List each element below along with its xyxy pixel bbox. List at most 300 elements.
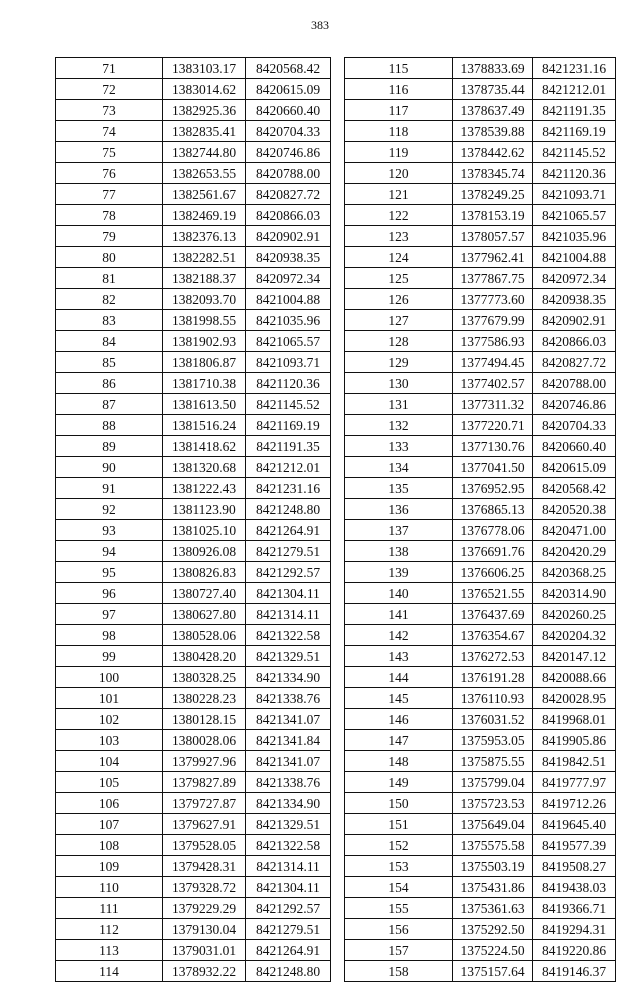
x-coordinate-cell: 1376691.76 [453,541,533,562]
x-coordinate-cell: 1382376.13 [163,226,246,247]
table-row [345,667,616,688]
point-number-cell: 90 [56,457,163,478]
x-coordinate-cell: 1381902.93 [163,331,246,352]
y-coordinate-cell: 8420568.42 [246,58,331,79]
point-number-cell: 120 [345,163,453,184]
y-coordinate-cell: 8421120.36 [533,163,616,184]
table-row [56,58,331,79]
point-number-cell: 95 [56,562,163,583]
table-row [345,772,616,793]
x-coordinate-cell: 1382744.80 [163,142,246,163]
y-coordinate-cell: 8421145.52 [533,142,616,163]
page-number: 383 [311,18,329,32]
point-number-cell: 148 [345,751,453,772]
x-coordinate-cell: 1379528.05 [163,835,246,856]
x-coordinate-cell: 1375224.50 [453,940,533,961]
y-coordinate-cell: 8420704.33 [246,121,331,142]
point-number-cell: 82 [56,289,163,310]
point-number-cell: 86 [56,373,163,394]
y-coordinate-cell: 8421065.57 [533,205,616,226]
y-coordinate-cell: 8421334.90 [246,793,331,814]
table-row [345,541,616,562]
table-row [345,646,616,667]
y-coordinate-cell: 8421145.52 [246,394,331,415]
table-row [56,835,331,856]
point-number-cell: 137 [345,520,453,541]
y-coordinate-cell: 8421314.11 [246,856,331,877]
y-coordinate-cell: 8420788.00 [246,163,331,184]
x-coordinate-cell: 1379031.01 [163,940,246,961]
table-row [345,352,616,373]
table-row [345,520,616,541]
y-coordinate-cell: 8421329.51 [246,814,331,835]
x-coordinate-cell: 1375361.63 [453,898,533,919]
x-coordinate-cell: 1375799.04 [453,772,533,793]
x-coordinate-cell: 1375649.04 [453,814,533,835]
x-coordinate-cell: 1381418.62 [163,436,246,457]
x-coordinate-cell: 1380528.06 [163,625,246,646]
x-coordinate-cell: 1382653.55 [163,163,246,184]
point-number-cell: 96 [56,583,163,604]
table-row [56,331,331,352]
table-row [345,898,616,919]
x-coordinate-cell: 1380328.25 [163,667,246,688]
y-coordinate-cell: 8420938.35 [533,289,616,310]
y-coordinate-cell: 8421120.36 [246,373,331,394]
y-coordinate-cell: 8421231.16 [246,478,331,499]
table-row [345,247,616,268]
x-coordinate-cell: 1376110.93 [453,688,533,709]
y-coordinate-cell: 8421169.19 [533,121,616,142]
x-coordinate-cell: 1375157.64 [453,961,533,982]
table-row [56,688,331,709]
y-coordinate-cell: 8419220.86 [533,940,616,961]
table-row [345,583,616,604]
y-coordinate-cell: 8421191.35 [246,436,331,457]
y-coordinate-cell: 8421338.76 [246,688,331,709]
x-coordinate-cell: 1382561.67 [163,184,246,205]
point-number-cell: 78 [56,205,163,226]
table-row [56,142,331,163]
table-row [56,352,331,373]
point-number-cell: 104 [56,751,163,772]
point-number-cell: 107 [56,814,163,835]
x-coordinate-cell: 1376778.06 [453,520,533,541]
x-coordinate-cell: 1378442.62 [453,142,533,163]
table-row [56,625,331,646]
table-row [345,835,616,856]
point-number-cell: 81 [56,268,163,289]
table-row [56,121,331,142]
point-number-cell: 103 [56,730,163,751]
y-coordinate-cell: 8420788.00 [533,373,616,394]
x-coordinate-cell: 1376354.67 [453,625,533,646]
point-number-cell: 143 [345,646,453,667]
y-coordinate-cell: 8421065.57 [246,331,331,352]
y-coordinate-cell: 8421035.96 [246,310,331,331]
x-coordinate-cell: 1375953.05 [453,730,533,751]
table-row [345,730,616,751]
point-number-cell: 77 [56,184,163,205]
y-coordinate-cell: 8421279.51 [246,919,331,940]
table-row [345,205,616,226]
x-coordinate-cell: 1381710.38 [163,373,246,394]
table-row [345,142,616,163]
point-number-cell: 157 [345,940,453,961]
point-number-cell: 139 [345,562,453,583]
x-coordinate-cell: 1375503.19 [453,856,533,877]
table-row [56,499,331,520]
point-number-cell: 110 [56,877,163,898]
table-row [345,121,616,142]
x-coordinate-cell: 1377773.60 [453,289,533,310]
point-number-cell: 140 [345,583,453,604]
table-row [345,457,616,478]
y-coordinate-cell: 8420260.25 [533,604,616,625]
table-row [345,58,616,79]
table-row [345,373,616,394]
point-number-cell: 150 [345,793,453,814]
coordinates-table-left [55,57,331,982]
x-coordinate-cell: 1382835.41 [163,121,246,142]
table-row [345,289,616,310]
table-row [56,205,331,226]
point-number-cell: 79 [56,226,163,247]
x-coordinate-cell: 1381222.43 [163,478,246,499]
point-number-cell: 145 [345,688,453,709]
x-coordinate-cell: 1382282.51 [163,247,246,268]
y-coordinate-cell: 8420660.40 [246,100,331,121]
x-coordinate-cell: 1381123.90 [163,499,246,520]
point-number-cell: 119 [345,142,453,163]
point-number-cell: 126 [345,289,453,310]
table-row [56,541,331,562]
x-coordinate-cell: 1382188.37 [163,268,246,289]
y-coordinate-cell: 8421004.88 [246,289,331,310]
table-row [345,100,616,121]
y-coordinate-cell: 8421341.84 [246,730,331,751]
x-coordinate-cell: 1383014.62 [163,79,246,100]
point-number-cell: 117 [345,100,453,121]
y-coordinate-cell: 8420827.72 [246,184,331,205]
x-coordinate-cell: 1377311.32 [453,394,533,415]
table-row [345,394,616,415]
table-row [56,877,331,898]
y-coordinate-cell: 8421341.07 [246,709,331,730]
point-number-cell: 129 [345,352,453,373]
table-row [56,856,331,877]
point-number-cell: 93 [56,520,163,541]
table-row [56,898,331,919]
table-row [56,436,331,457]
x-coordinate-cell: 1378539.88 [453,121,533,142]
point-number-cell: 113 [56,940,163,961]
x-coordinate-cell: 1377130.76 [453,436,533,457]
x-coordinate-cell: 1377402.57 [453,373,533,394]
x-coordinate-cell: 1380826.83 [163,562,246,583]
point-number-cell: 102 [56,709,163,730]
table-row [345,793,616,814]
point-number-cell: 83 [56,310,163,331]
table-row [56,940,331,961]
y-coordinate-cell: 8421169.19 [246,415,331,436]
point-number-cell: 138 [345,541,453,562]
x-coordinate-cell: 1379827.89 [163,772,246,793]
y-coordinate-cell: 8420568.42 [533,478,616,499]
table-row [345,877,616,898]
y-coordinate-cell: 8420866.03 [533,331,616,352]
y-coordinate-cell: 8421338.76 [246,772,331,793]
y-coordinate-cell: 8421334.90 [246,667,331,688]
y-coordinate-cell: 8421314.11 [246,604,331,625]
x-coordinate-cell: 1380926.08 [163,541,246,562]
table-row [56,604,331,625]
point-number-cell: 111 [56,898,163,919]
y-coordinate-cell: 8420615.09 [533,457,616,478]
x-coordinate-cell: 1381806.87 [163,352,246,373]
x-coordinate-cell: 1379727.87 [163,793,246,814]
x-coordinate-cell: 1377494.45 [453,352,533,373]
y-coordinate-cell: 8420746.86 [533,394,616,415]
table-row [56,163,331,184]
point-number-cell: 118 [345,121,453,142]
y-coordinate-cell: 8420827.72 [533,352,616,373]
x-coordinate-cell: 1375292.50 [453,919,533,940]
y-coordinate-cell: 8421231.16 [533,58,616,79]
point-number-cell: 116 [345,79,453,100]
x-coordinate-cell: 1376606.25 [453,562,533,583]
x-coordinate-cell: 1378345.74 [453,163,533,184]
x-coordinate-cell: 1378833.69 [453,58,533,79]
point-number-cell: 84 [56,331,163,352]
x-coordinate-cell: 1382469.19 [163,205,246,226]
y-coordinate-cell: 8421279.51 [246,541,331,562]
y-coordinate-cell: 8421322.58 [246,625,331,646]
x-coordinate-cell: 1382093.70 [163,289,246,310]
table-row [56,79,331,100]
y-coordinate-cell: 8421292.57 [246,562,331,583]
point-number-cell: 98 [56,625,163,646]
x-coordinate-cell: 1380028.06 [163,730,246,751]
y-coordinate-cell: 8420660.40 [533,436,616,457]
y-coordinate-cell: 8421304.11 [246,583,331,604]
y-coordinate-cell: 8420746.86 [246,142,331,163]
point-number-cell: 76 [56,163,163,184]
table-row [345,604,616,625]
x-coordinate-cell: 1376272.53 [453,646,533,667]
table-row [56,562,331,583]
y-coordinate-cell: 8421264.91 [246,940,331,961]
y-coordinate-cell: 8419366.71 [533,898,616,919]
table-row [345,919,616,940]
point-number-cell: 106 [56,793,163,814]
y-coordinate-cell: 8420314.90 [533,583,616,604]
y-coordinate-cell: 8421341.07 [246,751,331,772]
table-row [56,247,331,268]
point-number-cell: 149 [345,772,453,793]
table-row [56,667,331,688]
x-coordinate-cell: 1376865.13 [453,499,533,520]
table-row [345,940,616,961]
table-row [345,814,616,835]
table-row [56,373,331,394]
table-row [345,226,616,247]
table-row [345,751,616,772]
point-number-cell: 72 [56,79,163,100]
x-coordinate-cell: 1378932.22 [163,961,246,982]
table-row [345,415,616,436]
table-row [345,625,616,646]
table-row [56,814,331,835]
point-number-cell: 97 [56,604,163,625]
y-coordinate-cell: 8420972.34 [533,268,616,289]
x-coordinate-cell: 1376437.69 [453,604,533,625]
x-coordinate-cell: 1377867.75 [453,268,533,289]
table-row [56,646,331,667]
y-coordinate-cell: 8421264.91 [246,520,331,541]
x-coordinate-cell: 1379627.91 [163,814,246,835]
x-coordinate-cell: 1379927.96 [163,751,246,772]
y-coordinate-cell: 8420972.34 [246,268,331,289]
x-coordinate-cell: 1381025.10 [163,520,246,541]
y-coordinate-cell: 8421322.58 [246,835,331,856]
y-coordinate-cell: 8421093.71 [246,352,331,373]
table-row [56,310,331,331]
table-row [345,709,616,730]
point-number-cell: 101 [56,688,163,709]
point-number-cell: 74 [56,121,163,142]
y-coordinate-cell: 8420615.09 [246,79,331,100]
x-coordinate-cell: 1377586.93 [453,331,533,352]
x-coordinate-cell: 1375575.58 [453,835,533,856]
x-coordinate-cell: 1375723.53 [453,793,533,814]
point-number-cell: 141 [345,604,453,625]
table-row [345,436,616,457]
y-coordinate-cell: 8421035.96 [533,226,616,247]
y-coordinate-cell: 8420088.66 [533,667,616,688]
point-number-cell: 147 [345,730,453,751]
x-coordinate-cell: 1378735.44 [453,79,533,100]
y-coordinate-cell: 8419905.86 [533,730,616,751]
point-number-cell: 100 [56,667,163,688]
x-coordinate-cell: 1375431.86 [453,877,533,898]
table-row [56,730,331,751]
point-number-cell: 99 [56,646,163,667]
table-row [56,226,331,247]
y-coordinate-cell: 8419842.51 [533,751,616,772]
y-coordinate-cell: 8419968.01 [533,709,616,730]
x-coordinate-cell: 1376952.95 [453,478,533,499]
x-coordinate-cell: 1381516.24 [163,415,246,436]
table-row [345,268,616,289]
x-coordinate-cell: 1380428.20 [163,646,246,667]
point-number-cell: 123 [345,226,453,247]
point-number-cell: 131 [345,394,453,415]
table-row [56,478,331,499]
point-number-cell: 142 [345,625,453,646]
point-number-cell: 91 [56,478,163,499]
y-coordinate-cell: 8421304.11 [246,877,331,898]
table-row [345,331,616,352]
y-coordinate-cell: 8420204.32 [533,625,616,646]
x-coordinate-cell: 1380128.15 [163,709,246,730]
table-row [56,394,331,415]
y-coordinate-cell: 8419508.27 [533,856,616,877]
y-coordinate-cell: 8419294.31 [533,919,616,940]
x-coordinate-cell: 1378637.49 [453,100,533,121]
point-number-cell: 125 [345,268,453,289]
table-row [345,184,616,205]
point-number-cell: 144 [345,667,453,688]
x-coordinate-cell: 1383103.17 [163,58,246,79]
table-row [56,184,331,205]
x-coordinate-cell: 1380228.23 [163,688,246,709]
point-number-cell: 89 [56,436,163,457]
point-number-cell: 127 [345,310,453,331]
table-row [345,961,616,982]
y-coordinate-cell: 8421329.51 [246,646,331,667]
point-number-cell: 128 [345,331,453,352]
x-coordinate-cell: 1377962.41 [453,247,533,268]
table-row [56,520,331,541]
x-coordinate-cell: 1381613.50 [163,394,246,415]
point-number-cell: 133 [345,436,453,457]
x-coordinate-cell: 1376191.28 [453,667,533,688]
table-row [56,709,331,730]
y-coordinate-cell: 8420471.00 [533,520,616,541]
table-row [56,100,331,121]
point-number-cell: 136 [345,499,453,520]
point-number-cell: 154 [345,877,453,898]
table-row [56,583,331,604]
table-row [345,688,616,709]
table-row [345,562,616,583]
x-coordinate-cell: 1380727.40 [163,583,246,604]
x-coordinate-cell: 1381320.68 [163,457,246,478]
y-coordinate-cell: 8421248.80 [246,961,331,982]
x-coordinate-cell: 1375875.55 [453,751,533,772]
x-coordinate-cell: 1379130.04 [163,919,246,940]
x-coordinate-cell: 1376031.52 [453,709,533,730]
coordinates-table-right [344,57,616,982]
point-number-cell: 73 [56,100,163,121]
point-number-cell: 75 [56,142,163,163]
y-coordinate-cell: 8420704.33 [533,415,616,436]
point-number-cell: 134 [345,457,453,478]
x-coordinate-cell: 1379328.72 [163,877,246,898]
x-coordinate-cell: 1381998.55 [163,310,246,331]
y-coordinate-cell: 8419438.03 [533,877,616,898]
x-coordinate-cell: 1377041.50 [453,457,533,478]
y-coordinate-cell: 8420420.29 [533,541,616,562]
y-coordinate-cell: 8419712.26 [533,793,616,814]
y-coordinate-cell: 8420368.25 [533,562,616,583]
table-row [56,961,331,982]
x-coordinate-cell: 1379428.31 [163,856,246,877]
table-row [56,793,331,814]
y-coordinate-cell: 8421212.01 [246,457,331,478]
y-coordinate-cell: 8421292.57 [246,898,331,919]
point-number-cell: 152 [345,835,453,856]
x-coordinate-cell: 1382925.36 [163,100,246,121]
point-number-cell: 87 [56,394,163,415]
point-number-cell: 158 [345,961,453,982]
point-number-cell: 112 [56,919,163,940]
table-row [345,79,616,100]
table-row [56,457,331,478]
y-coordinate-cell: 8421093.71 [533,184,616,205]
y-coordinate-cell: 8419777.97 [533,772,616,793]
